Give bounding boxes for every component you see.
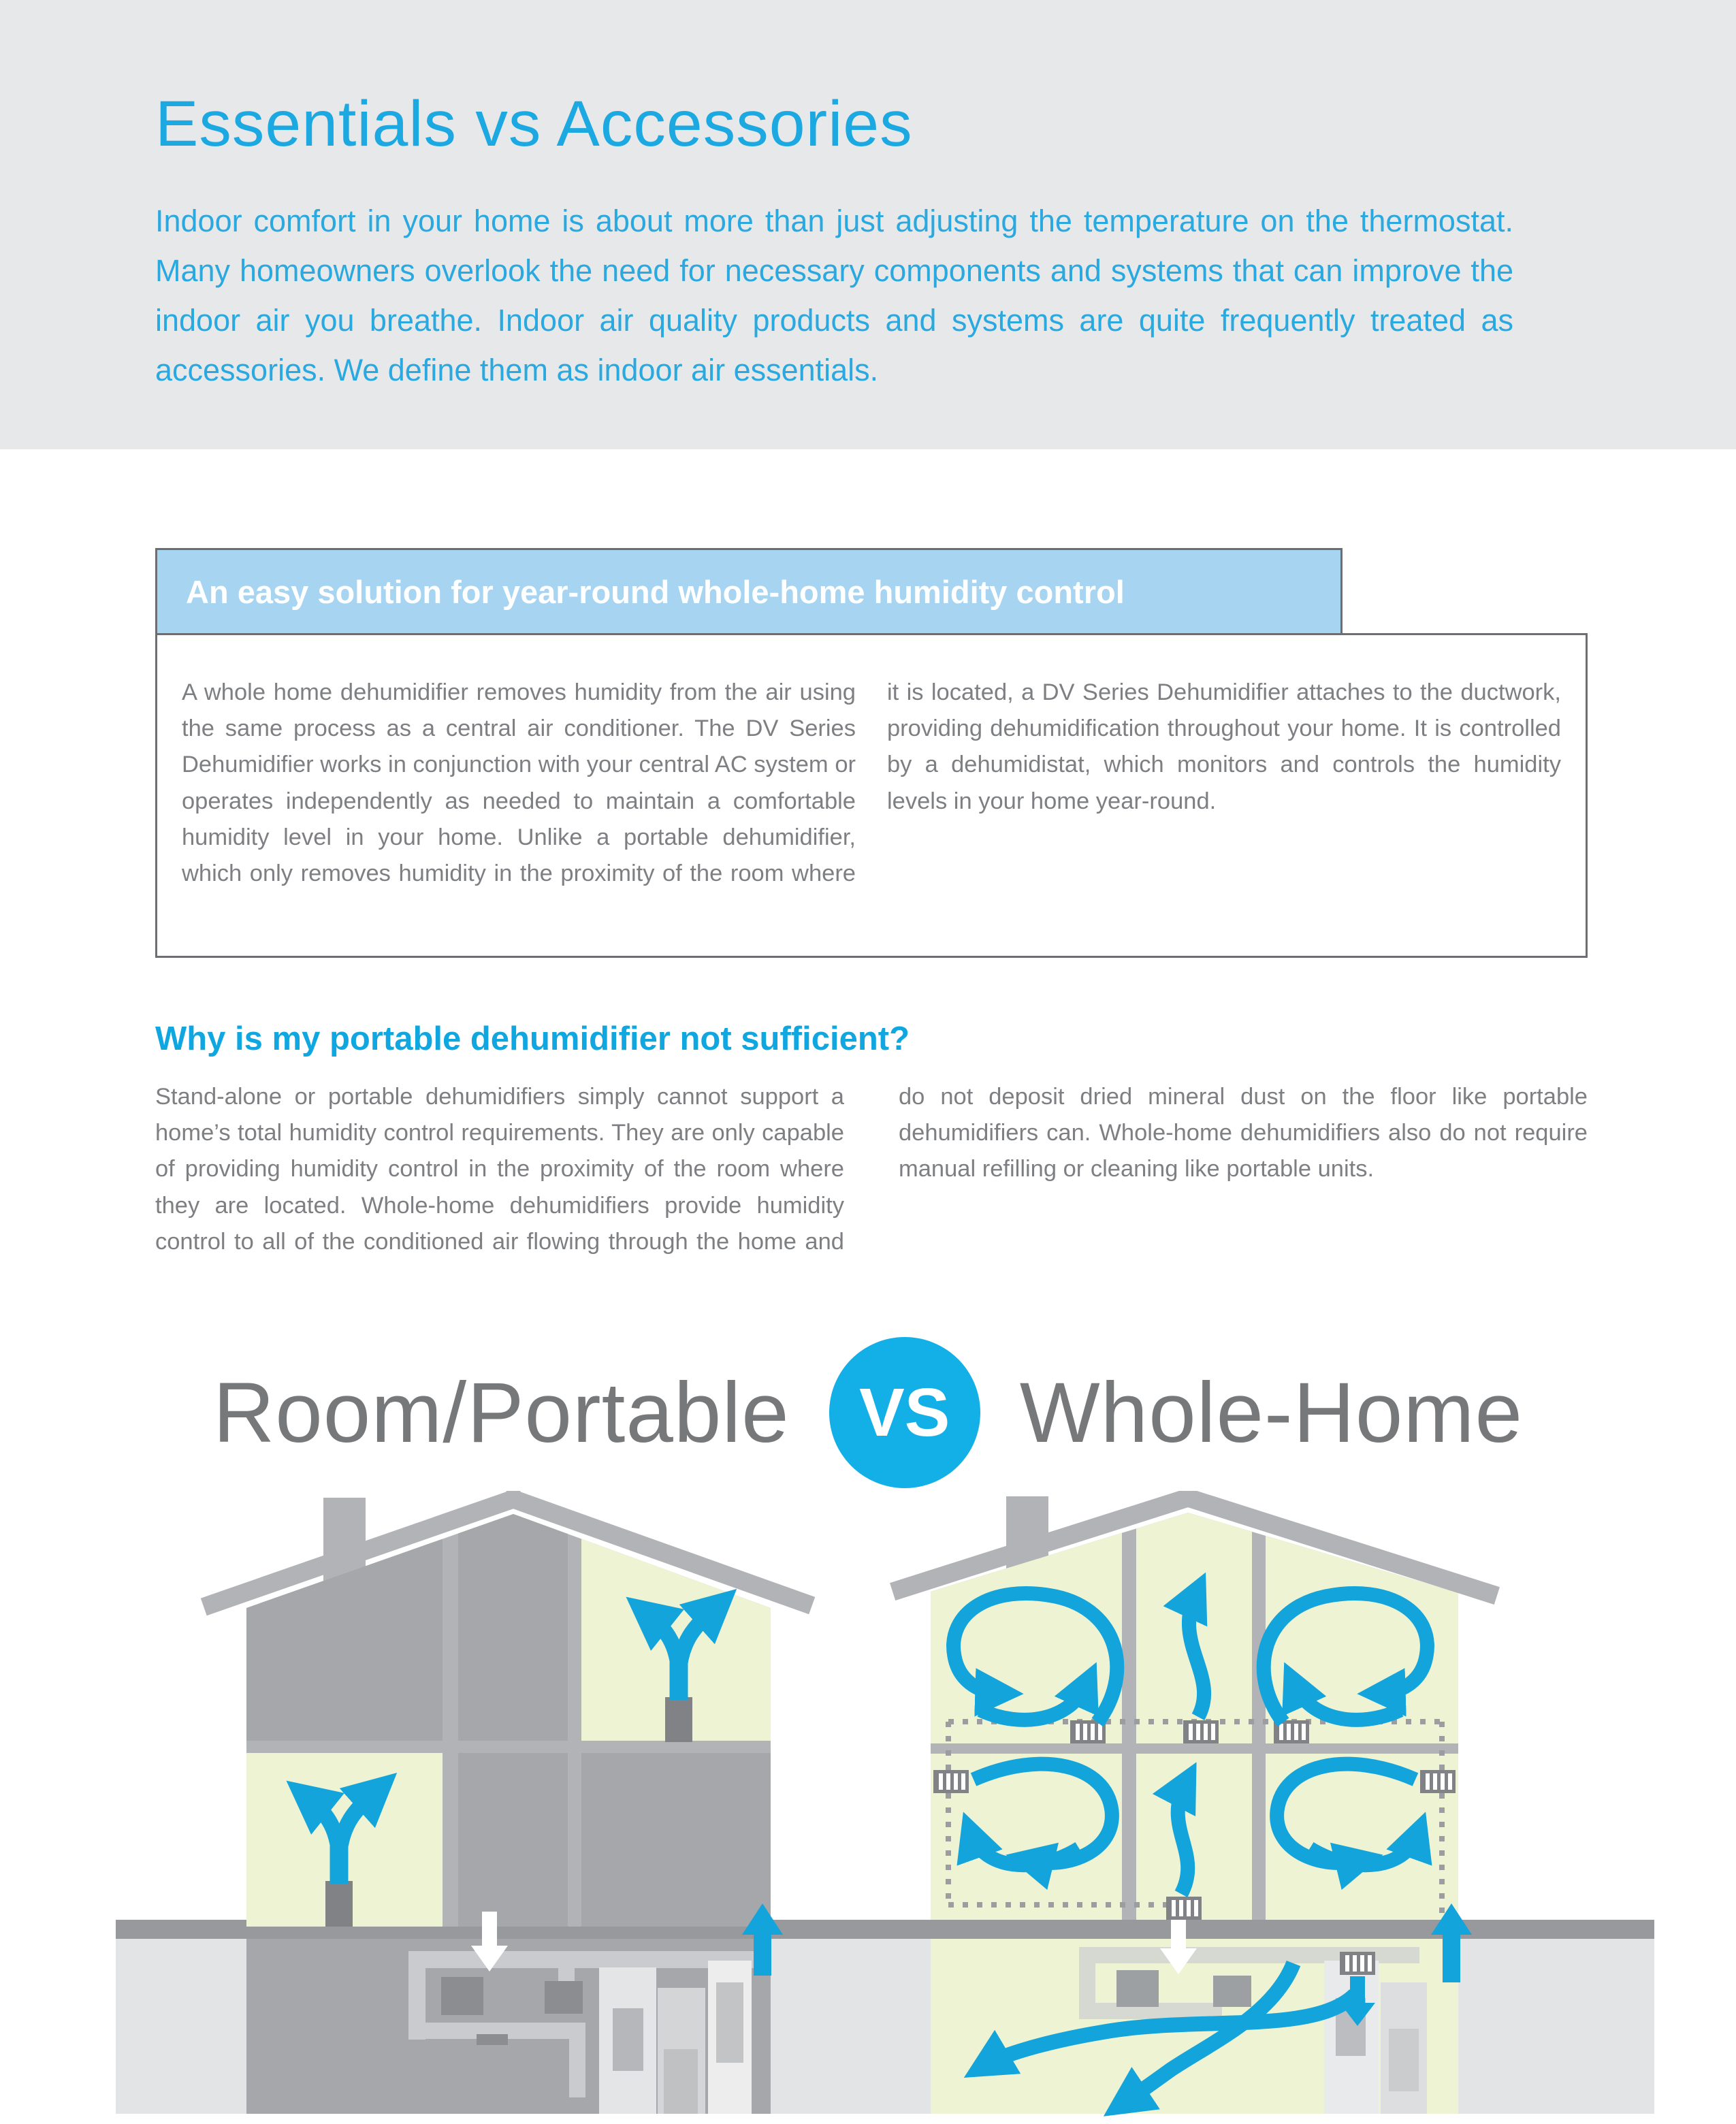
room-portable-label: Room/Portable xyxy=(212,1365,790,1460)
why-section-body: Stand-alone or portable dehumidifiers simply cannot support a home’s total humidity control requirements. They are only capable of providing humidity control in the proximity of the room where they are located. Whole-home dehumidifiers provide humidity control to all of the conditioned air flowing through the home and do not deposit dried mineral dust on the floor like portable dehumidifiers can. Whole-home dehumidifiers also do not require manual refilling or cleaning like portable units. xyxy=(155,1084,1588,1255)
hvac-tower-cluster xyxy=(1324,1961,1427,2114)
solution-banner xyxy=(155,548,1343,633)
basement-register xyxy=(1340,1952,1375,1975)
room-dehumidified xyxy=(1136,1754,1252,1920)
house-whole-home xyxy=(901,1496,1488,2114)
solution-box xyxy=(155,633,1588,958)
supply-register xyxy=(1183,1720,1219,1743)
room-gray xyxy=(581,1753,771,1927)
comparison-heading xyxy=(0,1328,1736,1498)
why-section-heading: Why is my portable dehumidifier not sufficient? xyxy=(155,1020,910,1057)
header-block xyxy=(0,0,1736,449)
basement-left xyxy=(246,1939,771,2114)
basement-right xyxy=(931,1939,1458,2114)
page-title: Essentials vs Accessories xyxy=(155,88,913,160)
return-register xyxy=(1166,1897,1202,1920)
solution-box-body: A whole home dehumidifier removes humidity from the air using the same process as a central air conditioner. The DV Series Dehumidifier works in conjunction with your central AC system or operates independently as needed to maintain a comfortable humidity level in your home. Unlike a portable dehumidifier, which only removes humidity in the proximity of the room where it is located, a DV Series Dehumidifier attaches to the ductwork, providing dehumidification throughout your home. It is controlled by a dehumidistat, which monitors and controls the humidity levels in your home year-round. xyxy=(182,679,1561,887)
vs-badge xyxy=(829,1337,980,1488)
solution-banner-label: An easy solution for year-round whole-home humidity control xyxy=(186,573,1125,610)
houses-comparison-illustration xyxy=(0,1491,1736,2124)
supply-register xyxy=(933,1770,969,1793)
room-gray xyxy=(458,1504,568,1741)
room-gray xyxy=(458,1753,568,1927)
house-room-portable xyxy=(212,1498,803,2114)
intro-paragraph: Indoor comfort in your home is about more than just adjusting the temperature on the thermostat. Many homeowners overlook the need for necessary components and systems that can improve the indoor air you breathe. Indoor air quality products and systems are quite frequently treated as accessories. We define them as indoor air essentials. xyxy=(155,204,1513,387)
whole-home-label: Whole-Home xyxy=(1019,1365,1524,1460)
supply-register xyxy=(1420,1770,1456,1793)
vs-badge-label: VS xyxy=(858,1374,950,1451)
